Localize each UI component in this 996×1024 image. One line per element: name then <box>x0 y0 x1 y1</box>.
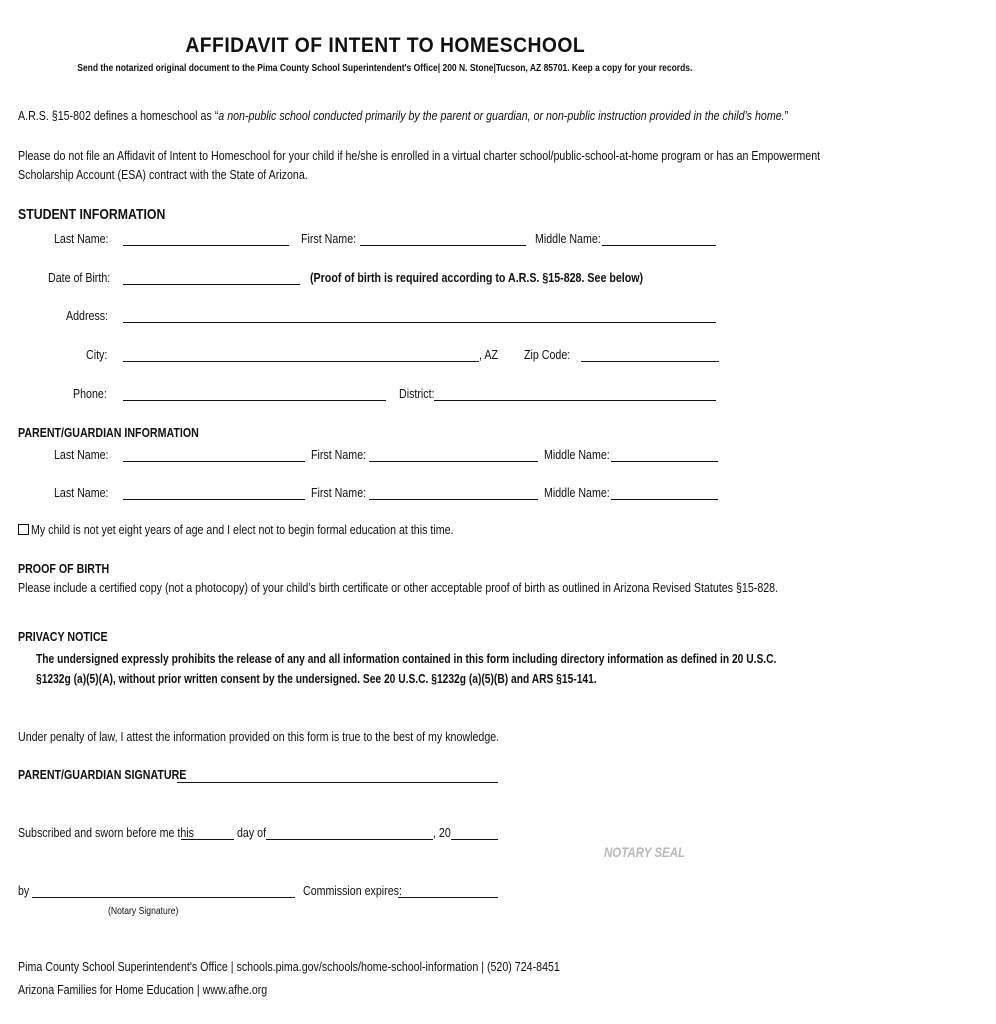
by-label: by <box>18 883 30 898</box>
sworn-label: Subscribed and sworn before me this <box>18 825 194 840</box>
proof-text: Please include a certified copy (not a photocopy) of your child’s birth certificate or other acceptable proof of birth as outlined in Arizona Revised Statutes §15-828. <box>18 580 779 595</box>
student-info-heading: STUDENT INFORMATION <box>18 206 166 223</box>
sworn-dayof-label: day of <box>237 825 267 840</box>
parent1-middle-name-label: Middle Name: <box>544 447 610 462</box>
parent-info-heading: PARENT/GUARDIAN INFORMATION <box>18 425 199 440</box>
esa-notice-line1: Please do not file an Affidavit of Intent to Homeschool for your child if he/she is enrolled in a virtual charter school/public-school-at-home program or has an Empowerment <box>18 148 821 163</box>
city-field[interactable] <box>123 361 479 362</box>
definition-quote: a non-public school conducted primarily by the parent or guardian, or non-public instruction provided in the child’s home. <box>218 108 785 123</box>
student-first-name-label: First Name: <box>301 231 357 246</box>
notary-seal-label: NOTARY SEAL <box>604 844 686 860</box>
homeschool-definition: A.R.S. §15-802 defines a homeschool as “a non-public school conducted primarily by the parent or guardian, or non-public instruction provided in the child’s home.” <box>18 108 789 123</box>
privacy-heading: PRIVACY NOTICE <box>18 629 108 644</box>
dob-label: Date of Birth: <box>48 270 111 285</box>
parent1-first-name-field[interactable] <box>369 461 538 462</box>
student-middle-name-label: Middle Name: <box>535 231 601 246</box>
phone-field[interactable] <box>123 400 386 401</box>
parent2-first-name-field[interactable] <box>369 499 538 500</box>
parent2-middle-name-field[interactable] <box>611 499 718 500</box>
student-last-name-field[interactable] <box>123 245 289 246</box>
parent2-middle-name-label: Middle Name: <box>544 485 610 500</box>
page-subtitle: Send the notarized original document to the Pima County School Superintendent's Office| 200 N. Stone|Tucson, AZ 85701. Keep a copy for your records. <box>77 63 693 74</box>
sworn-month-field[interactable] <box>266 839 433 840</box>
esa-notice-line2: Scholarship Account (ESA) contract with the State of Arizona. <box>18 167 308 182</box>
phone-label: Phone: <box>73 386 107 401</box>
commission-label: Commission expires: <box>303 883 402 898</box>
attestation: Under penalty of law, I attest the information provided on this form is true to the best of my knowledge. <box>18 729 500 744</box>
commission-field[interactable] <box>398 897 498 898</box>
sworn-day-field[interactable] <box>181 839 234 840</box>
city-label: City: <box>86 347 108 362</box>
address-field[interactable] <box>123 322 716 323</box>
parent1-last-name-field[interactable] <box>123 461 305 462</box>
under-eight-checkbox[interactable] <box>18 524 29 535</box>
parent2-last-name-field[interactable] <box>123 499 305 500</box>
address-label: Address: <box>66 308 109 323</box>
sworn-year-label: , 20 <box>433 825 451 840</box>
district-field[interactable] <box>434 400 716 401</box>
zip-label: Zip Code: <box>524 347 571 362</box>
parent1-middle-name-field[interactable] <box>611 461 718 462</box>
notary-signature-field[interactable] <box>32 897 295 898</box>
dob-field[interactable] <box>123 284 300 285</box>
parent1-last-name-label: Last Name: <box>54 447 109 462</box>
state-label: , AZ <box>479 347 498 362</box>
footer-line2: Arizona Families for Home Education | www.afhe.org <box>18 982 268 997</box>
zip-field[interactable] <box>581 361 719 362</box>
parent2-last-name-label: Last Name: <box>54 485 109 500</box>
under-eight-label: My child is not yet eight years of age and I elect not to begin formal education at this time. <box>31 522 454 537</box>
district-label: District: <box>399 386 435 401</box>
student-middle-name-field[interactable] <box>602 245 716 246</box>
student-last-name-label: Last Name: <box>54 231 109 246</box>
page-title: AFFIDAVIT OF INTENT TO HOMESCHOOL <box>185 34 585 57</box>
footer-line1: Pima County School Superintendent's Office | schools.pima.gov/schools/home-school-information | (520) 724-8451 <box>18 959 560 974</box>
student-first-name-field[interactable] <box>360 245 526 246</box>
notary-signature-caption: (Notary Signature) <box>108 905 179 917</box>
dob-note: (Proof of birth is required according to A.R.S. §15-828. See below) <box>310 270 644 285</box>
signature-label: PARENT/GUARDIAN SIGNATURE <box>18 767 187 782</box>
privacy-text-line1: The undersigned expressly prohibits the release of any and all information contained in this form including directory information as defined in 20 U.S.C. <box>36 652 777 666</box>
signature-field[interactable] <box>177 782 498 783</box>
sworn-year-field[interactable] <box>451 839 498 840</box>
privacy-text-line2: §1232g (a)(5)(A), without prior written consent by the undersigned. See 20 U.S.C. §1232g (a)(5)(B) and ARS §15-141. <box>36 672 597 686</box>
proof-heading: PROOF OF BIRTH <box>18 561 110 576</box>
parent2-first-name-label: First Name: <box>311 485 367 500</box>
parent1-first-name-label: First Name: <box>311 447 367 462</box>
